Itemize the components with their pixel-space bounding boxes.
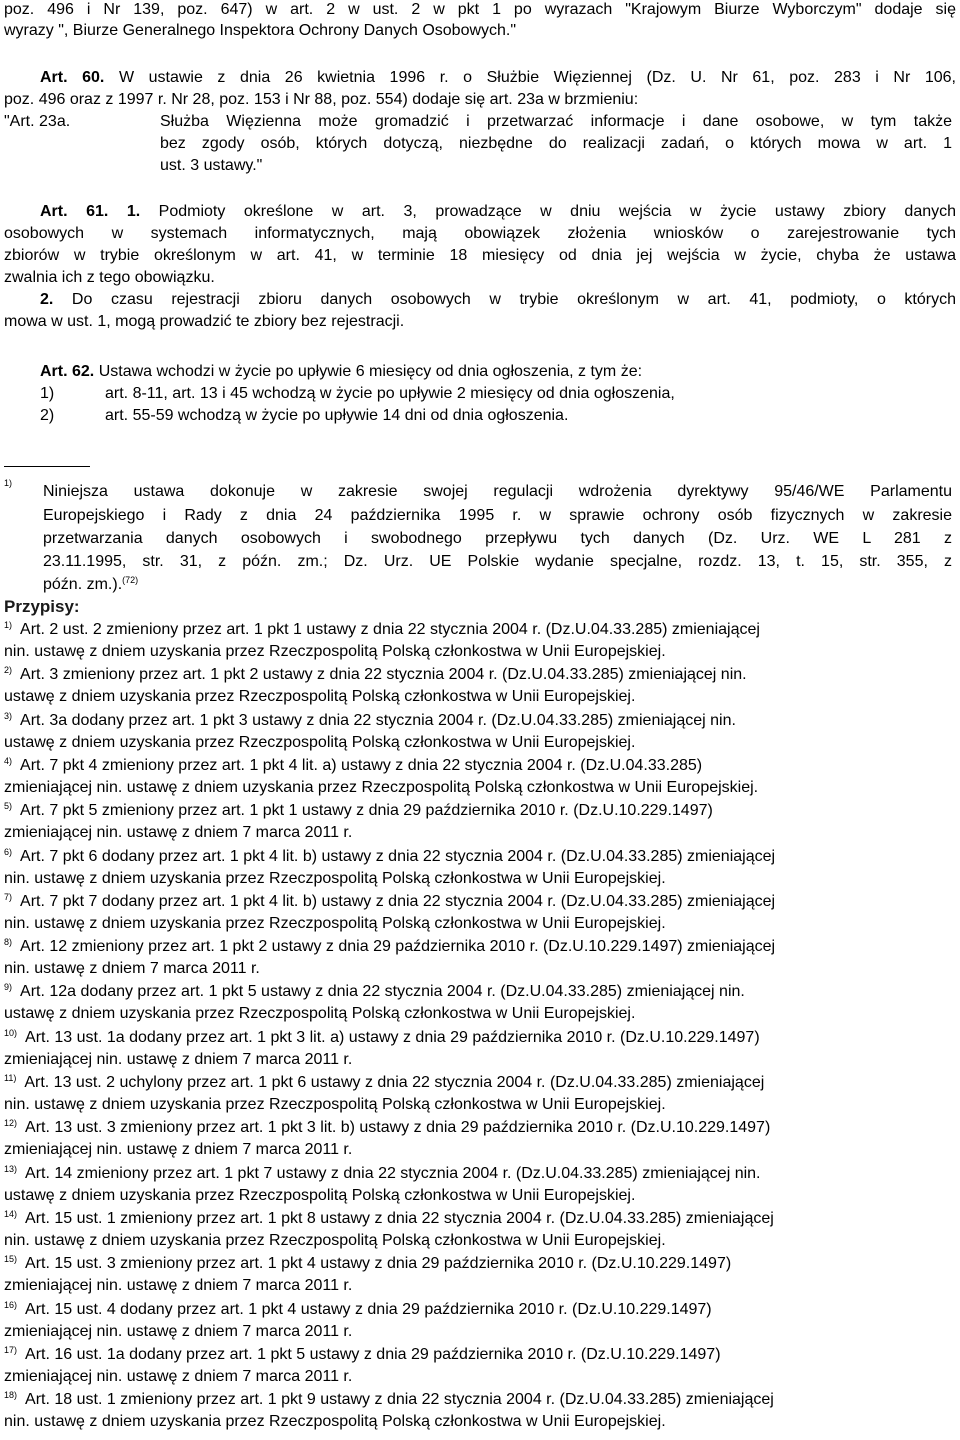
intro-line-1: poz. 496 i Nr 139, poz. 647) w art. 2 w ust. 2 w pkt 1 po wyrazach "Krajowym Biurze Wyborczym" dodaje się	[4, 1, 956, 18]
przypis-text: Art. 3a dodany przez art. 1 pkt 3 ustawy z dnia 22 stycznia 2004 r. (Dz.U.04.33.285) zmieniającej nin.	[20, 712, 736, 729]
przypis-line-1	[4, 1028, 760, 1048]
footnote-1-ref: (72)	[122, 575, 139, 585]
przypis-line-2: zmieniającej nin. ustawę z dniem 7 marca 2011 r.	[4, 1368, 353, 1385]
przypis-line-1	[4, 756, 702, 776]
przypis-mark: 4)	[4, 756, 13, 766]
przypis-mark: 6)	[4, 847, 13, 857]
przypis-mark: 17)	[4, 1345, 18, 1355]
przypisy-heading: Przypisy:	[4, 597, 80, 616]
art62-heading: Art. 62.	[40, 363, 95, 380]
footnote-1-line-2: Europejskiego i Rady z dnia 24 października 1995 r. w sprawie ochrony osób fizycznych w zakresie	[43, 507, 952, 524]
przypis-text: Art. 7 pkt 7 dodany przez art. 1 pkt 4 lit. b) ustawy z dnia 22 stycznia 2004 r. (Dz.U.04.33.285) zmieniającej	[20, 893, 776, 910]
art61-line-4: zwalnia ich z tego obowiązku.	[4, 269, 215, 286]
przypis-mark: 12)	[4, 1118, 18, 1128]
art61-p2-line-1: 2. Do czasu rejestracji zbioru danych osobowych w trybie określonym w art. 41, podmioty, o których	[40, 291, 956, 308]
art62-item-1-text: art. 8-11, art. 13 i 45 wchodzą w życie po upływie 2 miesięcy od dnia ogłoszenia,	[105, 385, 675, 402]
przypis-line-2: nin. ustawę z dniem 7 marca 2011 r.	[4, 960, 260, 977]
art61-line-3: zbiorów w trybie określonym w art. 41, w terminie 18 miesięcy od dnia jej wejścia w życie, chyba że ustawa	[4, 247, 956, 264]
przypis-mark: 1)	[4, 620, 13, 630]
przypis-mark: 9)	[4, 982, 13, 992]
przypis-line-2: nin. ustawę z dniem uzyskania przez Rzeczpospolitą Polską członkostwa w Unii Europejskiej.	[4, 1096, 666, 1113]
przypis-mark: 15)	[4, 1254, 18, 1264]
przypis-mark: 5)	[4, 801, 13, 811]
przypis-text: Art. 12a dodany przez art. 1 pkt 5 ustawy z dnia 22 stycznia 2004 r. (Dz.U.04.33.285) zmieniającej nin.	[20, 983, 745, 1000]
footnote-1-line-1: Niniejsza ustawa dokonuje w zakresie swojej regulacji wdrożenia dyrektywy 95/46/WE Parlamentu	[43, 483, 952, 500]
przypis-text: Art. 3 zmieniony przez art. 1 pkt 2 ustawy z dnia 22 stycznia 2004 r. (Dz.U.04.33.285) zmieniającej nin.	[20, 666, 747, 683]
przypis-line-1	[4, 1118, 770, 1138]
przypis-line-2: ustawę z dniem uzyskania przez Rzeczpospolitą Polską członkostwa w Unii Europejskiej.	[4, 1187, 636, 1204]
przypis-line-1	[4, 892, 775, 912]
art62-item-1-num: 1)	[40, 385, 55, 402]
przypis-line-1	[4, 1345, 721, 1365]
art61-line-1: Art. 61. 1. Podmioty określone w art. 3, prowadzące w dniu wejścia w życie ustawy zbiory danych	[4, 202, 956, 222]
footnote-1-mark: 1)	[4, 478, 13, 488]
footnote-1-line-3: przetwarzania danych osobowych i swobodnego przepływu tych danych (Dz. Urz. WE L 281 z	[43, 530, 952, 547]
przypis-text: Art. 18 ust. 1 zmieniony przez art. 1 pkt 9 ustawy z dnia 22 stycznia 2004 r. (Dz.U.04.33.285) zmieniającej	[25, 1391, 774, 1408]
art23a-line-2: bez zgody osób, których dotyczą, niezbędne do realizacji zadań, o których mowa w art. 1	[160, 135, 952, 152]
przypis-line-2: zmieniającej nin. ustawę z dniem 7 marca 2011 r.	[4, 1323, 353, 1340]
przypis-line-2: ustawę z dniem uzyskania przez Rzeczpospolitą Polską członkostwa w Unii Europejskiej.	[4, 688, 636, 705]
art61-p2-line-2: mowa w ust. 1, mogą prowadzić te zbiory bez rejestracji.	[4, 313, 405, 330]
footnote-divider	[4, 466, 90, 467]
przypis-text: Art. 2 ust. 2 zmieniony przez art. 1 pkt 1 ustawy z dnia 22 stycznia 2004 r. (Dz.U.04.33.285) zmieniającej	[20, 621, 760, 638]
przypis-text: Art. 7 pkt 4 zmieniony przez art. 1 pkt 4 lit. a) ustawy z dnia 22 stycznia 2004 r. (Dz.U.04.33.285)	[20, 757, 703, 774]
przypis-text: Art. 14 zmieniony przez art. 1 pkt 7 ustawy z dnia 22 stycznia 2004 r. (Dz.U.04.33.285) zmieniającej nin.	[25, 1165, 761, 1182]
przypis-mark: 14)	[4, 1209, 18, 1219]
przypis-line-2: nin. ustawę z dniem uzyskania przez Rzeczpospolitą Polską członkostwa w Unii Europejskiej.	[4, 870, 666, 887]
przypis-line-2: zmieniającej nin. ustawę z dniem 7 marca 2011 r.	[4, 824, 353, 841]
przypis-text: Art. 7 pkt 6 dodany przez art. 1 pkt 4 lit. b) ustawy z dnia 22 stycznia 2004 r. (Dz.U.04.33.285) zmieniającej	[20, 848, 776, 865]
przypis-text: Art. 12 zmieniony przez art. 1 pkt 2 ustawy z dnia 29 października 2010 r. (Dz.U.10.229.1497) zmieniającej	[20, 938, 776, 955]
art23a-line-1: Służba Więzienna może gromadzić i przetwarzać informacje i dane osobowe, w tym także	[160, 113, 952, 130]
przypis-line-1	[4, 937, 775, 957]
przypis-line-1	[4, 801, 713, 821]
przypis-mark: 7)	[4, 892, 13, 902]
przypis-line-2: zmieniającej nin. ustawę z dniem 7 marca 2011 r.	[4, 1141, 353, 1158]
art60-line-2: poz. 496 oraz z 1997 r. Nr 28, poz. 153 i Nr 88, poz. 554) dodaje się art. 23a w brzmieniu:	[4, 91, 639, 108]
przypis-text: Art. 13 ust. 3 zmieniony przez art. 1 pkt 3 lit. b) ustawy z dnia 29 października 2010 r. (Dz.U.10.229.1497)	[25, 1119, 771, 1136]
przypis-mark: 3)	[4, 711, 13, 721]
przypis-line-2: zmieniającej nin. ustawę z dniem uzyskania przez Rzeczpospolitą Polską członkostwa w Unii Europejskiej.	[4, 779, 759, 796]
przypis-line-1	[4, 711, 736, 731]
przypis-text: Art. 16 ust. 1a dodany przez art. 1 pkt 5 ustawy z dnia 29 października 2010 r. (Dz.U.10.229.1497)	[25, 1346, 721, 1363]
przypis-line-1	[4, 1164, 760, 1184]
art23a-line-3: ust. 3 ustawy."	[160, 157, 263, 174]
przypis-line-1	[4, 1254, 731, 1274]
przypis-mark: 11)	[4, 1073, 17, 1083]
przypis-mark: 2)	[4, 665, 13, 675]
przypis-mark: 10)	[4, 1028, 18, 1038]
przypis-line-1	[4, 1300, 712, 1320]
przypis-line-2: nin. ustawę z dniem uzyskania przez Rzeczpospolitą Polską członkostwa w Unii Europejskiej.	[4, 1413, 666, 1430]
przypis-line-2: ustawę z dniem uzyskania przez Rzeczpospolitą Polską członkostwa w Unii Europejskiej.	[4, 1005, 636, 1022]
przypis-mark: 16)	[4, 1300, 18, 1310]
przypis-line-1	[4, 620, 760, 640]
przypis-text: Art. 13 ust. 2 uchylony przez art. 1 pkt 6 ustawy z dnia 22 stycznia 2004 r. (Dz.U.04.33.285) zmieniającej	[24, 1074, 765, 1091]
art62-line: Art. 62. Ustawa wchodzi w życie po upływie 6 miesięcy od dnia ogłoszenia, z tym że:	[4, 362, 642, 382]
art62-item-2-text: art. 55-59 wchodzą w życie po upływie 14 dni od dnia ogłoszenia.	[105, 407, 569, 424]
przypis-line-1	[4, 982, 745, 1002]
przypis-line-2: nin. ustawę z dniem uzyskania przez Rzeczpospolitą Polską członkostwa w Unii Europejskiej.	[4, 643, 666, 660]
przypis-text: Art. 15 ust. 3 zmieniony przez art. 1 pkt 4 ustawy z dnia 29 października 2010 r. (Dz.U.10.229.1497)	[25, 1255, 732, 1272]
przypis-line-2: nin. ustawę z dniem uzyskania przez Rzeczpospolitą Polską członkostwa w Unii Europejskiej.	[4, 1232, 666, 1249]
art61-line-2: osobowych w systemach informatycznych, mają obowiązek złożenia wniosków o zarejestrowanie tych	[4, 225, 956, 242]
przypis-text: Art. 7 pkt 5 zmieniony przez art. 1 pkt 1 ustawy z dnia 29 października 2010 r. (Dz.U.10.229.1497)	[20, 802, 713, 819]
przypis-line-1	[4, 1209, 774, 1229]
intro-line-2: wyrazy ", Biurze Generalnego Inspektora Ochrony Danych Osobowych."	[4, 22, 517, 39]
przypis-line-1	[4, 665, 747, 685]
przypis-line-2: zmieniającej nin. ustawę z dniem 7 marca 2011 r.	[4, 1051, 353, 1068]
przypis-mark: 13)	[4, 1164, 18, 1174]
art60-heading: Art. 60.	[40, 69, 105, 86]
przypis-line-2: nin. ustawę z dniem uzyskania przez Rzeczpospolitą Polską członkostwa w Unii Europejskiej.	[4, 915, 666, 932]
przypis-line-1	[4, 1390, 774, 1410]
przypis-text: Art. 13 ust. 1a dodany przez art. 1 pkt 3 lit. a) ustawy z dnia 29 października 2010 r. (Dz.U.10.229.1497)	[25, 1029, 760, 1046]
przypis-line-2: zmieniającej nin. ustawę z dniem 7 marca 2011 r.	[4, 1277, 353, 1294]
art23a-label: "Art. 23a.	[4, 113, 71, 130]
przypis-line-1	[4, 1073, 764, 1093]
art61-heading: Art. 61. 1.	[40, 203, 141, 220]
footnote-1-line-4: 23.11.1995, str. 31, z późn. zm.; Dz. Urz. UE Polskie wydanie specjalne, rozdz. 13, t. 15, str. 355, z	[43, 553, 952, 570]
przypis-text: Art. 15 ust. 1 zmieniony przez art. 1 pkt 8 ustawy z dnia 22 stycznia 2004 r. (Dz.U.04.33.285) zmieniającej	[25, 1210, 774, 1227]
art60-line-1: Art. 60. W ustawie z dnia 26 kwietnia 1996 r. o Służbie Więziennej (Dz. U. Nr 61, poz. 283 i Nr 106,	[4, 68, 956, 88]
przypis-mark: 8)	[4, 937, 13, 947]
przypis-line-1	[4, 847, 775, 867]
przypis-mark: 18)	[4, 1390, 18, 1400]
przypis-text: Art. 15 ust. 4 dodany przez art. 1 pkt 4 ustawy z dnia 29 października 2010 r. (Dz.U.10.229.1497)	[25, 1301, 712, 1318]
footnote-1-line-5: późn. zm.).$^{(72)}$	[43, 575, 139, 593]
art62-item-2-num: 2)	[40, 407, 55, 424]
przypis-line-2: ustawę z dniem uzyskania przez Rzeczpospolitą Polską członkostwa w Unii Europejskiej.	[4, 734, 636, 751]
